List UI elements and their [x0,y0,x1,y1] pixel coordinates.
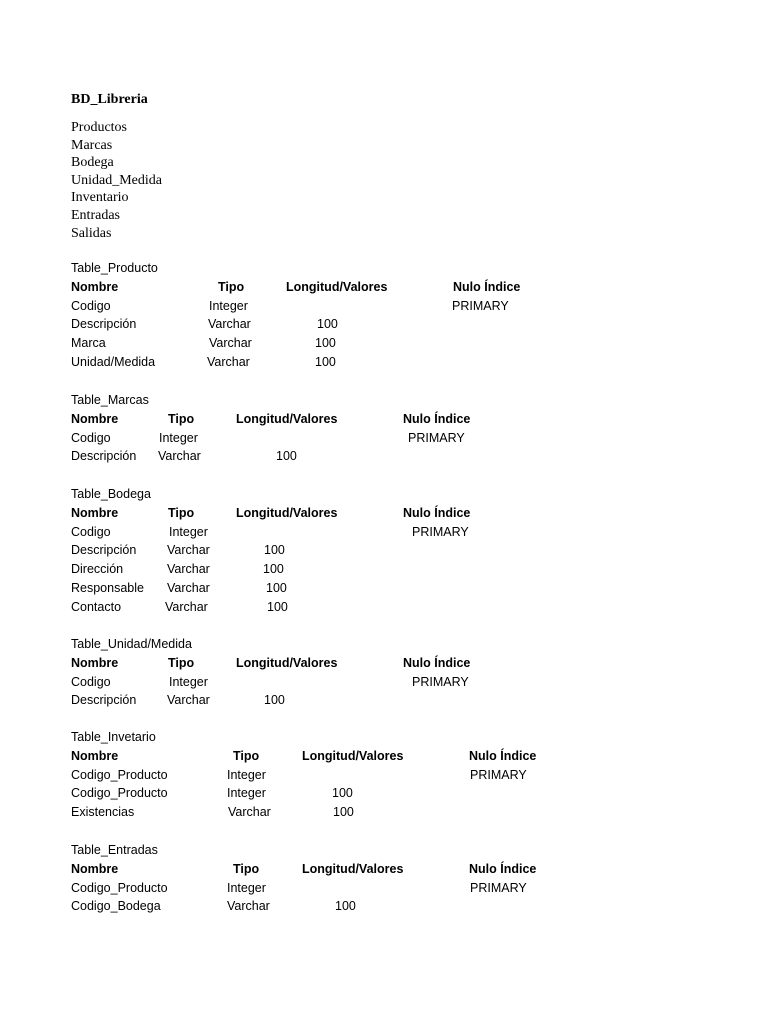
header-nombre: Nombre [71,748,119,763]
cell-longitud: 100 [263,562,284,577]
table-row [71,803,354,822]
table-row [71,598,288,617]
cell-tipo: Integer [227,786,266,801]
table-header-row [71,410,471,429]
cell-tipo: Varchar [167,562,210,577]
header-nulo: Nulo Índice [469,748,537,763]
table-header-row [71,504,471,523]
cell-tipo: Varchar [167,580,210,595]
header-nulo: Nulo Índice [403,655,471,670]
cell-longitud: 100 [315,336,336,351]
table-header-row [71,860,537,879]
table-producto [71,259,521,372]
cell-tipo: Varchar [227,899,270,914]
entity-item: Bodega [71,155,114,171]
table-name: Table_Entradas [71,843,158,857]
entity-item: Unidad_Medida [71,172,162,188]
cell-nombre: Existencias [71,805,135,820]
table-row [71,297,509,316]
table-entradas [71,841,537,916]
header-longitud: Longitud/Valores [236,655,338,670]
header-nombre: Nombre [71,861,119,876]
cell-tipo: Varchar [167,543,210,558]
cell-longitud: 100 [266,580,287,595]
cell-tipo: Varchar [158,449,201,464]
cell-nombre: Contacto [71,599,122,614]
table-row [71,897,356,916]
table-row [71,673,469,692]
header-nombre: Nombre [71,505,119,520]
table-name: Table_Producto [71,261,158,275]
header-nulo: Nulo Índice [403,505,471,520]
cell-longitud: 100 [267,599,288,614]
cell-tipo: Integer [227,880,266,895]
cell-longitud: 100 [332,786,353,801]
table-bodega [71,485,471,617]
cell-longitud: 100 [264,693,285,708]
cell-tipo: Varchar [209,336,252,351]
table-unidad-medida [71,635,471,710]
header-tipo: Tipo [218,279,245,294]
cell-nulo: PRIMARY [452,298,509,313]
entity-item: Marcas [71,137,113,153]
header-tipo: Tipo [233,748,260,763]
table-row [71,784,353,803]
cell-tipo: Varchar [228,805,271,820]
entity-item: Salidas [71,225,112,241]
cell-nombre: Marca [71,336,106,351]
cell-nombre: Codigo [71,298,111,313]
cell-nombre: Codigo [71,524,111,539]
header-longitud: Longitud/Valores [286,279,388,294]
table-row [71,523,469,542]
table-name: Table_Marcas [71,393,149,407]
cell-nombre: Codigo_Producto [71,786,168,801]
header-tipo: Tipo [168,655,195,670]
table-row [71,579,287,598]
table-header-row [71,278,521,297]
cell-nombre: Codigo_Producto [71,767,168,782]
cell-nulo: PRIMARY [412,524,469,539]
header-longitud: Longitud/Valores [236,411,338,426]
cell-nulo: PRIMARY [408,430,465,445]
entity-item: Inventario [71,190,129,206]
cell-tipo: Varchar [165,599,208,614]
table-row [71,334,336,353]
header-nombre: Nombre [71,279,119,294]
cell-tipo: Integer [227,767,266,782]
cell-nombre: Descripción [71,543,137,558]
header-nombre: Nombre [71,655,119,670]
cell-nulo: PRIMARY [412,674,469,689]
cell-tipo: Integer [169,674,208,689]
cell-tipo: Varchar [167,693,210,708]
cell-nombre: Dirección [71,562,124,577]
table-header-row [71,654,471,673]
table-row [71,447,297,466]
table-row [71,879,527,898]
cell-nombre: Responsable [71,580,144,595]
entity-item: Entradas [71,207,120,223]
cell-nombre: Codigo [71,430,111,445]
header-nulo: Nulo Índice [403,411,471,426]
cell-longitud: 100 [315,354,336,369]
table-row [71,766,527,785]
cell-longitud: 100 [317,317,338,332]
cell-nulo: PRIMARY [470,880,527,895]
cell-nombre: Descripción [71,317,137,332]
table-row [71,429,465,448]
cell-nombre: Descripción [71,449,137,464]
table-inventario [71,728,537,822]
cell-nombre: Codigo_Producto [71,880,168,895]
cell-nombre: Codigo_Bodega [71,899,161,914]
table-row [71,353,336,372]
cell-tipo: Integer [159,430,198,445]
header-nombre: Nombre [71,411,119,426]
cell-longitud: 100 [333,805,354,820]
header-longitud: Longitud/Valores [236,505,338,520]
cell-tipo: Integer [209,298,248,313]
header-nulo: Nulo Índice [453,279,521,294]
header-tipo: Tipo [233,861,260,876]
cell-tipo: Varchar [207,354,250,369]
header-nulo: Nulo Índice [469,861,537,876]
cell-nombre: Descripción [71,693,137,708]
table-row [71,560,284,579]
table-name: Table_Bodega [71,487,151,501]
cell-longitud: 100 [264,543,285,558]
entity-item: Productos [71,120,127,135]
table-marcas [71,391,471,466]
cell-longitud: 100 [276,449,297,464]
table-row [71,315,338,334]
table-name: Table_Invetario [71,730,156,744]
table-row [71,691,285,710]
header-tipo: Tipo [168,411,195,426]
header-tipo: Tipo [168,505,195,520]
table-header-row [71,747,537,766]
cell-tipo: Integer [169,524,208,539]
header-longitud: Longitud/Valores [302,748,404,763]
document-title: BD_Libreria [71,92,148,107]
header-longitud: Longitud/Valores [302,861,404,876]
cell-longitud: 100 [335,899,356,914]
cell-tipo: Varchar [208,317,251,332]
cell-nombre: Unidad/Medida [71,354,156,369]
table-name: Table_Unidad/Medida [71,637,192,651]
cell-nulo: PRIMARY [470,767,527,782]
table-row [71,541,285,560]
entity-list [71,119,162,242]
cell-nombre: Codigo [71,674,111,689]
